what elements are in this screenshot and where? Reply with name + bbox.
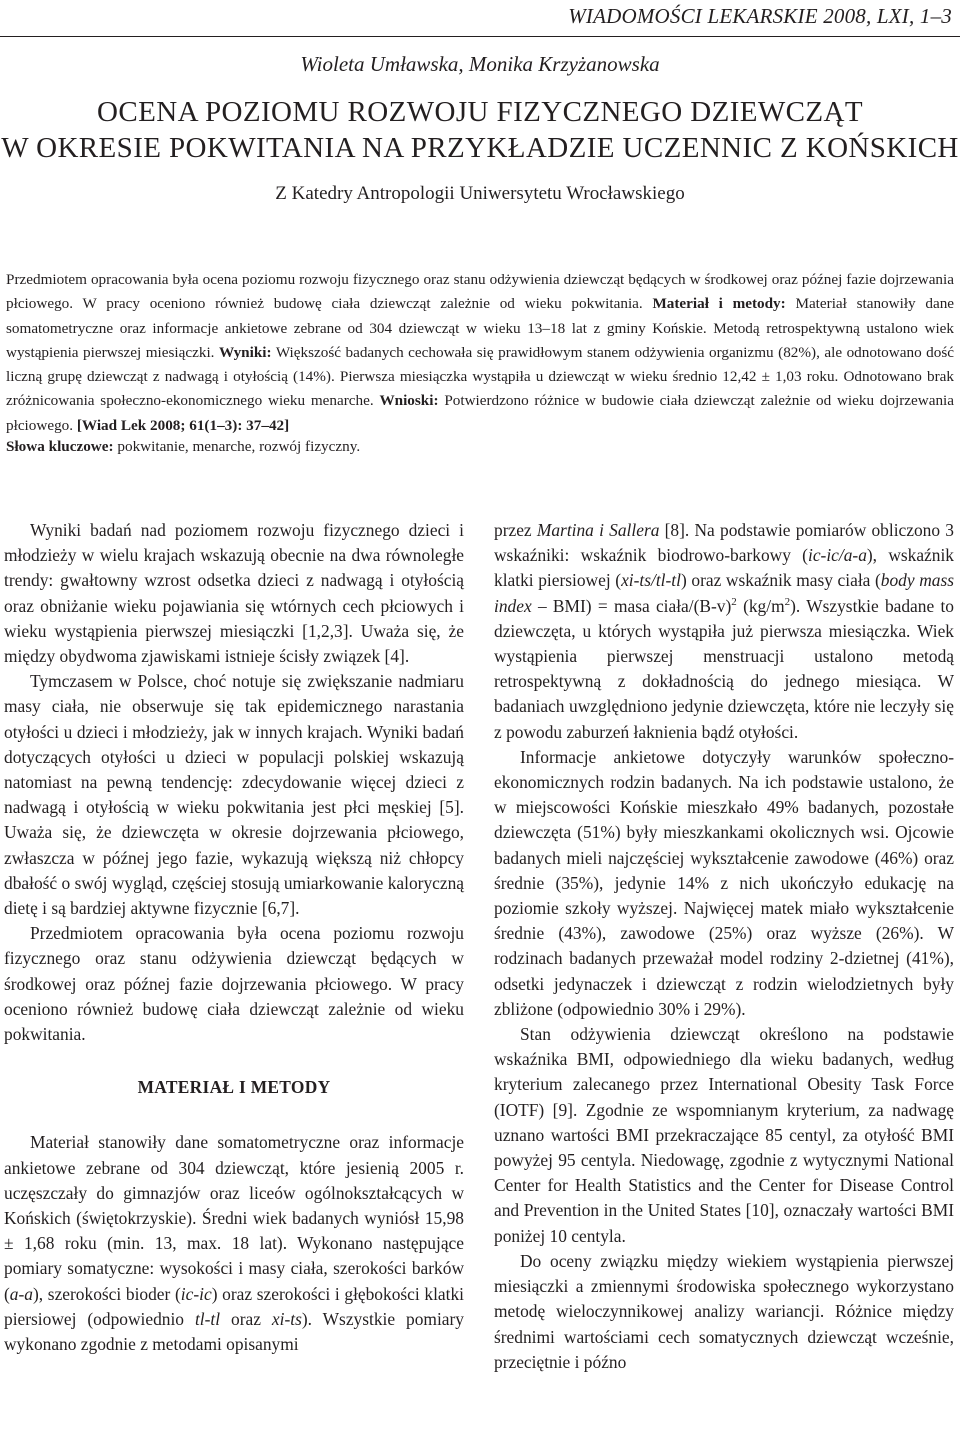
abstract-intro: Przedmiotem opracowania była ocena poziomu rozwoju fizycznego oraz stanu odżywienia dziewcząt będących w środkowej oraz późnej fazie dojrzewania płciowego. W pracy oceniono również budowę ciała dziewcząt zależnie od wieku pokwitania. [6, 271, 954, 313]
text-run: [8]. Na podstawie pomiarów obliczono 3 wskaźniki: wskaźnik biodrowo-barkowy ( [494, 520, 954, 566]
keywords [6, 438, 954, 456]
header-rule [0, 36, 960, 37]
paragraph: Informacje ankietowe dotyczyły warunków społeczno-ekonomicznych rodzin badanych. Na ich podstawie ustalono, że w miejscowości Końskie mieszkało 49% badanych, pozostałe dziewczęta (51%) były mieszkankami okolicznych wsi. Ojcowie badanych mieli najczęściej wykształcenie zawodowe (46%) oraz średnie (35%), jedynie 14% z nich ukończyło edukację na poziomie szkoły wyższej. Najwięcej matek miało wykształcenie średnie (43%), zawodowe (25%) oraz wyższe (26%). W rodzinach badanych przeważał model rodziny 2-dzietnej (41%), odsetki jedynaczek i dziewcząt z rodzin wielodzietnych były zbliżone (odpowiednio 30% i 29%). [494, 746, 954, 1019]
paragraph [4, 1130, 464, 1357]
italic-term: xi-ts/tl-tl [621, 570, 681, 591]
paragraph: Wyniki badań nad poziomem rozwoju fizycznego dzieci i młodzieży w wielu krajach wskazują obecnie na dwa równoległe trendy: gwałtowny wzrost odsetka dzieci z nadwagą i otyłością oraz obniżanie wieku pojawiania się wtórnych cech płciowych i wieku wystąpienia pierwszej miesiączki [1,2,3]. Uważa się, że między obydwoma zjawiskami istnieje ścisły związek [4]. [4, 520, 464, 667]
title-line-1: OCENA POZIOMU ROZWOJU FIZYCZNEGO DZIEWCZĄT [97, 96, 863, 128]
italic-term: ic-ic [180, 1283, 212, 1304]
abstract-results-label: Wyniki: [218, 343, 272, 361]
abstract-conclusions-label: Wnioski: [379, 392, 439, 410]
text-run: Materiał stanowiły dane somatometryczne oraz informacje ankietowe zebrane od 304 dziewcząt, które jesienią 2005 r. uczęszczały do gimnazjów oraz liceów ogólnokształcących w Końskich (świętokrzyskie). Średni wiek badanych wyniósł 15,98 ± 1,68 roku (min. 13, max. 18 lat). Wykonano następujące pomiary somatyczne: wysokości i masy ciała, szerokości barków ( [4, 1132, 464, 1304]
paragraph [494, 518, 954, 745]
italic-term: ic-ic/a-a [807, 545, 867, 566]
paragraph: Do oceny związku między wiekiem wystąpienia pierwszej miesiączki a zmiennymi środowiska społecznego wykorzystano metodę wieloczynnikowej analizy wariancji. Różnice między średnimi wartościami cech somatycznych dziewcząt wcześnie, przeciętnie i późno [494, 1250, 954, 1372]
italic-term: tl-tl [194, 1308, 221, 1329]
body-column-right [494, 518, 954, 1375]
superscript: 2 [784, 595, 791, 608]
article-affiliation: Z Katedry Antropologii Uniwersytetu Wrocławskiego [275, 183, 685, 204]
text-run: ) oraz wskaźnik masy ciała ( [680, 570, 881, 591]
text-run: ), wskaźnik klatki piersiowej ( [494, 545, 954, 591]
section-heading-methods: MATERIAŁ I METODY [137, 1077, 331, 1098]
abstract-results: Większość badanych cechowała się prawidłowym stanem odżywienia organizmu (82%), ale odnotowano dość liczną grupę dziewcząt z nadwagą i otyłością (14%). Pierwsza miesiączka wystąpiła u dziewcząt w wieku średnio 12,42 ± 1,03 roku. Odnotowano brak zróżnicowania społeczno-ekonomicznego wieku menarche. [6, 343, 954, 410]
text-run: ). Wszystkie badane to dziewczęta, u których wystąpiła już pierwsza miesiączka. Wiek wystąpienia pierwszej menstruacji ustalono metodą retrospektywną z dokładnością do jednego miesiąca. W badaniach uwzględniono jedynie dziewczęta, które nie leczyły się z powodu zaburzeń łaknienia bądź otyłości. [494, 595, 954, 742]
italic-term: xi-ts [271, 1308, 302, 1329]
text-run: oraz [220, 1308, 272, 1329]
text-run: ). Wszystkie pomiary wykonano zgodnie z metodami opisanymi [4, 1308, 464, 1355]
italic-term: a-a [9, 1283, 33, 1304]
text-run: – BMI) = masa ciała/(B-v) [531, 595, 732, 616]
text-run: przez [494, 520, 537, 540]
abstract [6, 268, 954, 438]
italic-term: body mass index [494, 570, 954, 616]
superscript: 2 [731, 595, 737, 608]
italic-term: Martina i Sallera [536, 520, 660, 540]
keywords-text: pokwitanie, menarche, rozwój fizyczny. [117, 438, 361, 455]
article-authors: Wioleta Umławska, Monika Krzyżanowska [300, 52, 660, 76]
article-title [0, 94, 960, 166]
paragraph: Tymczasem w Polsce, choć notuje się zwiększanie nadmiaru masy ciała, nie obserwuje się tak epidemicznego narastania otyłości u dzieci i młodzieży, jak w innych krajach. Wyniki badań dotyczących otyłości u dzieci w populacji polskiej wskazują natomiast na pewną tendencję: zdecydowanie więcej dzieci z nadwagą i otyłością w wieku pokwitania jest płci męskiej [5]. Uważa się, że dziewczęta w okresie dojrzewania płciowego, zwłaszcza w późnej jego fazie, wykazują większą niż chłopcy dbałość o swój wygląd, częściej stosują umiarkowanie kaloryczną dietę i są bardziej aktywne fizycznie [6,7]. [4, 671, 464, 919]
text-run: ), szerokości bioder ( [32, 1283, 181, 1304]
abstract-methods-label: Materiał i metody: [652, 295, 786, 313]
abstract-conclusions: Potwierdzono różnice w budowie ciała dziewcząt zależnie od wieku dojrzewania płciowego. [6, 392, 955, 434]
paragraph: Stan odżywienia dziewcząt określono na podstawie wskaźnika BMI, odpowiedniego dla wieku badanych, według kryterium zalecanego przez International Obesity Task Force (IOTF) [9]. Zgodnie ze wspomnianym kryterium, za nadwagę uznano wartości BMI przekraczające 85 centyl, za otyłość BMI powyżej 95 centyla. Niedowagę, zgodnie z wytycznymi National Center for Health Statistics and the Center for Disease Control and Prevention in the United States [10], oznaczały wartości BMI poniżej 10 centyla. [494, 1024, 954, 1246]
journal-header: WIADOMOŚCI LEKARSKIE 2008, LXI, 1–3 [568, 4, 952, 28]
keywords-label: Słowa kluczowe: [6, 438, 114, 455]
abstract-citation: [Wiad Lek 2008; 61(1–3): 37–42] [76, 416, 290, 434]
text-run: ) oraz szerokości i głębokości klatki piersiowej (odpowiednio [4, 1283, 464, 1329]
body-column-left [4, 518, 464, 1357]
abstract-methods: Materiał stanowiły dane somatometryczne oraz informacje ankietowe zebrane od 304 dziewcząt w wieku 13–18 lat z gminy Końskie. Metodą retrospektywną ustalono wiek wystąpienia pierwszej miesiączki. [6, 295, 955, 361]
title-line-2: W OKRESIE POKWITANIA NA PRZYKŁADZIE UCZENNIC Z KOŃSKICH [1, 132, 959, 164]
paragraph: Przedmiotem opracowania była ocena poziomu rozwoju fizycznego oraz stanu odżywienia dziewcząt będących w środkowej oraz późnej fazie dojrzewania płciowego. W pracy oceniono również budowę ciała dziewcząt zależnie od wieku pokwitania. [4, 923, 464, 1045]
text-run: (kg/m [736, 595, 785, 616]
